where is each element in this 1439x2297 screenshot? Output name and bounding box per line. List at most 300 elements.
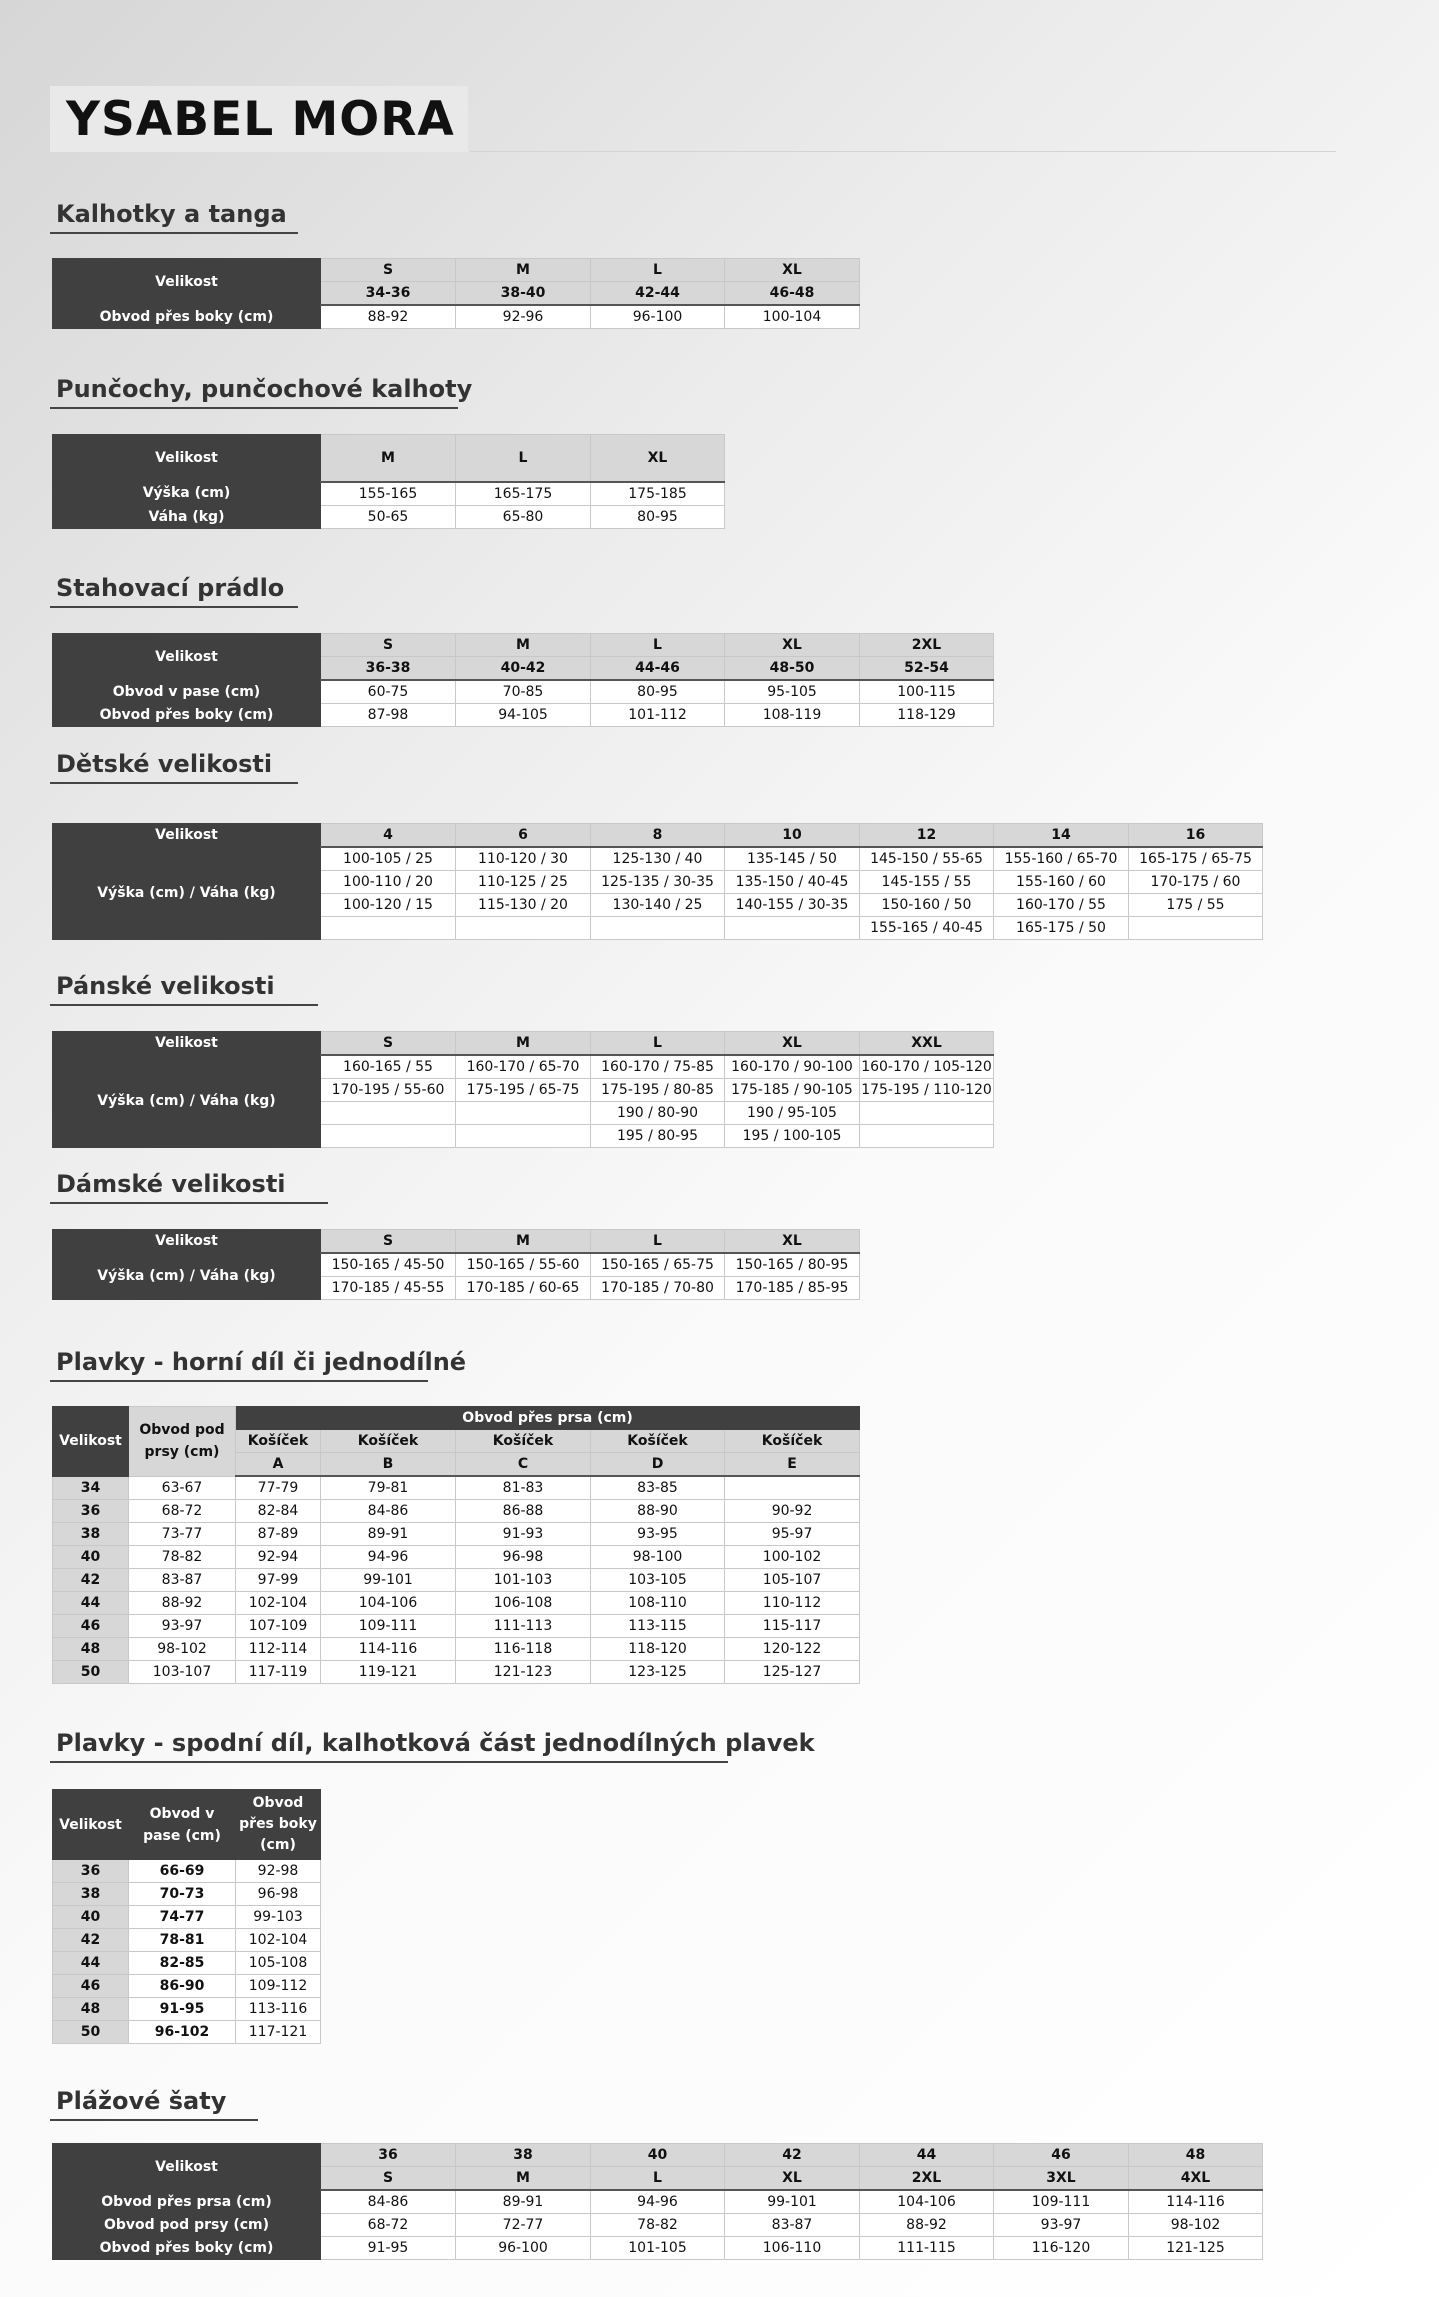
row-label: Výška (cm) / Váha (kg) bbox=[53, 1253, 321, 1300]
section-title-stockings: Punčochy, punčochové kalhoty bbox=[50, 375, 458, 409]
table-cell: 70-73 bbox=[129, 1883, 236, 1906]
table-row bbox=[53, 1638, 860, 1661]
eu-size-header: 46-48 bbox=[725, 282, 860, 306]
table-cell: 70-85 bbox=[456, 680, 591, 704]
table-row bbox=[53, 1615, 860, 1638]
table-cell: 81-83 bbox=[456, 1476, 591, 1500]
size-header: M bbox=[456, 1230, 591, 1254]
table-cell: 82-84 bbox=[236, 1500, 321, 1523]
corner-label: Velikost bbox=[53, 435, 321, 482]
table-cell: 68-72 bbox=[321, 2214, 456, 2237]
cup-label: Košíček bbox=[321, 1430, 456, 1453]
table-cell: 73-77 bbox=[129, 1523, 236, 1546]
row-label: Obvod přes boky (cm) bbox=[53, 2237, 321, 2260]
table-cell: 160-170 / 90-100 bbox=[725, 1055, 860, 1079]
row-label: Obvod pod prsy (cm) bbox=[53, 2214, 321, 2237]
table-cell: 78-82 bbox=[129, 1546, 236, 1569]
table-cell: 60-75 bbox=[321, 680, 456, 704]
size-cell: 48 bbox=[53, 1638, 129, 1661]
table-cell: 105-108 bbox=[236, 1952, 321, 1975]
table-cell: 93-97 bbox=[129, 1615, 236, 1638]
table-cell: 110-120 / 30 bbox=[456, 847, 591, 871]
table-cell: 63-67 bbox=[129, 1476, 236, 1500]
table-cell: 170-185 / 70-80 bbox=[591, 1277, 725, 1300]
table-cell: 102-104 bbox=[236, 1592, 321, 1615]
size-header: 14 bbox=[994, 824, 1129, 848]
table-cell: 87-98 bbox=[321, 704, 456, 727]
size-cell: 40 bbox=[53, 1906, 129, 1929]
table-cell: 145-150 / 55-65 bbox=[860, 847, 994, 871]
table-cell: 110-112 bbox=[725, 1592, 860, 1615]
table-cell: 109-111 bbox=[321, 1615, 456, 1638]
table-cell: 118-120 bbox=[591, 1638, 725, 1661]
table-cell: 101-105 bbox=[591, 2237, 725, 2260]
row-label: Výška (cm) / Váha (kg) bbox=[53, 1055, 321, 1148]
size-header: M bbox=[456, 2167, 591, 2191]
table-cell: 150-165 / 55-60 bbox=[456, 1253, 591, 1277]
size-header: 6 bbox=[456, 824, 591, 848]
table-cell: 100-110 / 20 bbox=[321, 871, 456, 894]
table-cell: 80-95 bbox=[591, 680, 725, 704]
table-cell: 117-121 bbox=[236, 2021, 321, 2044]
cup-label: Košíček bbox=[725, 1430, 860, 1453]
table-cell: 121-125 bbox=[1129, 2237, 1263, 2260]
table-swim-top bbox=[52, 1406, 860, 1684]
size-header: 16 bbox=[1129, 824, 1263, 848]
size-header: XL bbox=[725, 1230, 860, 1254]
size-header: L bbox=[591, 259, 725, 282]
eu-size-header: 36-38 bbox=[321, 657, 456, 681]
table-cell: 100-105 / 25 bbox=[321, 847, 456, 871]
size-header: S bbox=[321, 1032, 456, 1056]
size-header: S bbox=[321, 634, 456, 657]
table-row bbox=[53, 2214, 1263, 2237]
table-cell bbox=[321, 1125, 456, 1148]
corner-label: Velikost bbox=[53, 259, 321, 306]
table-row bbox=[53, 1906, 321, 1929]
table-cell: 100-104 bbox=[725, 305, 860, 329]
table-cell: 89-91 bbox=[456, 2190, 591, 2214]
cup-letter: D bbox=[591, 1453, 725, 1477]
table-row bbox=[53, 2190, 1263, 2214]
table-cell: 103-107 bbox=[129, 1661, 236, 1684]
table-cell: 165-175 / 65-75 bbox=[1129, 847, 1263, 871]
table-cell: 99-101 bbox=[725, 2190, 860, 2214]
table-row bbox=[53, 1500, 860, 1523]
table-cell: 87-89 bbox=[236, 1523, 321, 1546]
table-cell: 140-155 / 30-35 bbox=[725, 894, 860, 917]
size-header: S bbox=[321, 2167, 456, 2191]
col-header-size: Velikost bbox=[53, 1407, 129, 1477]
table-cell: 114-116 bbox=[1129, 2190, 1263, 2214]
table-cell: 89-91 bbox=[321, 1523, 456, 1546]
table-cell bbox=[321, 1102, 456, 1125]
table-cell bbox=[860, 1102, 994, 1125]
table-row bbox=[53, 1523, 860, 1546]
table-cell: 116-118 bbox=[456, 1638, 591, 1661]
size-header: L bbox=[591, 1230, 725, 1254]
table-cell: 104-106 bbox=[860, 2190, 994, 2214]
table-cell: 175-195 / 65-75 bbox=[456, 1079, 591, 1102]
col-header-size: Velikost bbox=[53, 1790, 129, 1860]
size-header: M bbox=[456, 259, 591, 282]
row-label: Výška (cm) bbox=[53, 482, 321, 506]
table-cell: 72-77 bbox=[456, 2214, 591, 2237]
table-cell: 105-107 bbox=[725, 1569, 860, 1592]
table-cell: 92-96 bbox=[456, 305, 591, 329]
table-cell: 88-92 bbox=[129, 1592, 236, 1615]
section-title-shapewear: Stahovací prádlo bbox=[50, 574, 298, 608]
table-cell: 91-95 bbox=[129, 1998, 236, 2021]
size-cell: 46 bbox=[53, 1975, 129, 1998]
size-header: 2XL bbox=[860, 634, 994, 657]
table-cell: 160-170 / 55 bbox=[994, 894, 1129, 917]
eu-size-header: 36 bbox=[321, 2144, 456, 2167]
eu-size-header: 48 bbox=[1129, 2144, 1263, 2167]
table-cell: 108-110 bbox=[591, 1592, 725, 1615]
table-cell: 150-165 / 65-75 bbox=[591, 1253, 725, 1277]
table-shapewear bbox=[52, 633, 994, 727]
corner-label: Velikost bbox=[53, 824, 321, 848]
table-cell: 109-111 bbox=[994, 2190, 1129, 2214]
table-cell: 125-130 / 40 bbox=[591, 847, 725, 871]
table-men bbox=[52, 1031, 994, 1148]
table-cell: 96-100 bbox=[456, 2237, 591, 2260]
section-title-swim-bottom: Plavky - spodní díl, kalhotková část jednodílných plavek bbox=[50, 1729, 728, 1763]
table-cell: 125-135 / 30-35 bbox=[591, 871, 725, 894]
table-cell: 121-123 bbox=[456, 1661, 591, 1684]
corner-label: Velikost bbox=[53, 2144, 321, 2191]
table-cell: 111-113 bbox=[456, 1615, 591, 1638]
col-header-hips: Obvod přes boky (cm) bbox=[236, 1790, 321, 1860]
row-label: Výška (cm) / Váha (kg) bbox=[53, 847, 321, 940]
size-header: 4XL bbox=[1129, 2167, 1263, 2191]
table-cell: 92-94 bbox=[236, 1546, 321, 1569]
table-cell: 118-129 bbox=[860, 704, 994, 727]
table-cell: 170-175 / 60 bbox=[1129, 871, 1263, 894]
table-cell: 95-105 bbox=[725, 680, 860, 704]
table-kids bbox=[52, 823, 1263, 940]
table-cell: 93-95 bbox=[591, 1523, 725, 1546]
table-cell: 101-112 bbox=[591, 704, 725, 727]
size-cell: 40 bbox=[53, 1546, 129, 1569]
table-cell: 116-120 bbox=[994, 2237, 1129, 2260]
table-cell: 98-102 bbox=[129, 1638, 236, 1661]
table-row bbox=[53, 1569, 860, 1592]
size-cell: 36 bbox=[53, 1860, 129, 1883]
table-row bbox=[53, 1883, 321, 1906]
table-cell: 103-105 bbox=[591, 1569, 725, 1592]
table-cell: 160-170 / 75-85 bbox=[591, 1055, 725, 1079]
table-cell bbox=[591, 917, 725, 940]
size-cell: 36 bbox=[53, 1500, 129, 1523]
table-cell: 195 / 100-105 bbox=[725, 1125, 860, 1148]
section-title-women: Dámské velikosti bbox=[50, 1170, 328, 1204]
table-cell: 101-103 bbox=[456, 1569, 591, 1592]
cup-label: Košíček bbox=[456, 1430, 591, 1453]
cup-label: Košíček bbox=[591, 1430, 725, 1453]
eu-size-header: 48-50 bbox=[725, 657, 860, 681]
table-cell: 50-65 bbox=[321, 505, 456, 528]
table-cell: 160-170 / 65-70 bbox=[456, 1055, 591, 1079]
eu-size-header: 42-44 bbox=[591, 282, 725, 306]
table-cell: 98-100 bbox=[591, 1546, 725, 1569]
row-label: Obvod přes boky (cm) bbox=[53, 305, 321, 329]
table-cell: 170-195 / 55-60 bbox=[321, 1079, 456, 1102]
table-cell: 91-95 bbox=[321, 2237, 456, 2260]
size-header: XL bbox=[725, 634, 860, 657]
table-cell: 96-98 bbox=[236, 1883, 321, 1906]
size-cell: 50 bbox=[53, 1661, 129, 1684]
table-cell: 115-117 bbox=[725, 1615, 860, 1638]
table-cell: 175-195 / 110-120 bbox=[860, 1079, 994, 1102]
eu-size-header: 42 bbox=[725, 2144, 860, 2167]
table-cell: 170-185 / 60-65 bbox=[456, 1277, 591, 1300]
table-cell: 80-95 bbox=[591, 505, 725, 528]
table-cell: 175 / 55 bbox=[1129, 894, 1263, 917]
row-label: Obvod přes boky (cm) bbox=[53, 704, 321, 727]
brand-logo: YSABEL MORA bbox=[50, 86, 468, 152]
section-title-men: Pánské velikosti bbox=[50, 972, 318, 1006]
table-cell: 135-145 / 50 bbox=[725, 847, 860, 871]
section-title-panties: Kalhotky a tanga bbox=[50, 200, 298, 234]
table-cell: 190 / 80-90 bbox=[591, 1102, 725, 1125]
table-cell: 88-92 bbox=[860, 2214, 994, 2237]
table-cell: 74-77 bbox=[129, 1906, 236, 1929]
table-row bbox=[53, 2021, 321, 2044]
table-cell: 170-185 / 45-55 bbox=[321, 1277, 456, 1300]
table-cell: 160-165 / 55 bbox=[321, 1055, 456, 1079]
table-cell: 170-185 / 85-95 bbox=[725, 1277, 860, 1300]
table-cell: 95-97 bbox=[725, 1523, 860, 1546]
eu-size-header: 44 bbox=[860, 2144, 994, 2167]
col-header-waist: Obvod v pase (cm) bbox=[129, 1790, 236, 1860]
table-cell: 65-80 bbox=[456, 505, 591, 528]
table-row bbox=[53, 1476, 860, 1500]
table-cell: 111-115 bbox=[860, 2237, 994, 2260]
table-cell: 94-96 bbox=[591, 2190, 725, 2214]
table-beach-dress bbox=[52, 2143, 1263, 2260]
size-header: XXL bbox=[860, 1032, 994, 1056]
section-title-kids: Dětské velikosti bbox=[50, 750, 298, 784]
eu-size-header: 52-54 bbox=[860, 657, 994, 681]
table-cell: 113-115 bbox=[591, 1615, 725, 1638]
size-header: L bbox=[591, 634, 725, 657]
table-cell: 78-81 bbox=[129, 1929, 236, 1952]
table-cell: 100-102 bbox=[725, 1546, 860, 1569]
table-cell: 82-85 bbox=[129, 1952, 236, 1975]
table-cell: 91-93 bbox=[456, 1523, 591, 1546]
corner-label: Velikost bbox=[53, 634, 321, 681]
table-cell: 165-175 bbox=[456, 482, 591, 506]
size-header: XL bbox=[725, 1032, 860, 1056]
table-cell bbox=[725, 917, 860, 940]
size-cell: 38 bbox=[53, 1883, 129, 1906]
header-divider bbox=[470, 151, 1336, 152]
table-cell: 155-160 / 65-70 bbox=[994, 847, 1129, 871]
cup-letter: B bbox=[321, 1453, 456, 1477]
row-label: Obvod v pase (cm) bbox=[53, 680, 321, 704]
table-cell: 135-150 / 40-45 bbox=[725, 871, 860, 894]
size-cell: 42 bbox=[53, 1929, 129, 1952]
size-cell: 48 bbox=[53, 1998, 129, 2021]
table-cell bbox=[321, 917, 456, 940]
table-row bbox=[53, 1929, 321, 1952]
table-cell bbox=[725, 1476, 860, 1500]
cup-label: Košíček bbox=[236, 1430, 321, 1453]
table-cell: 90-92 bbox=[725, 1500, 860, 1523]
table-cell: 66-69 bbox=[129, 1860, 236, 1883]
row-label: Váha (kg) bbox=[53, 505, 321, 528]
table-cell: 88-92 bbox=[321, 305, 456, 329]
table-cell: 84-86 bbox=[321, 2190, 456, 2214]
table-cell: 96-98 bbox=[456, 1546, 591, 1569]
section-title-swim-top: Plavky - horní díl či jednodílné bbox=[50, 1348, 428, 1382]
size-header: 10 bbox=[725, 824, 860, 848]
table-cell: 86-88 bbox=[456, 1500, 591, 1523]
table-cell bbox=[1129, 917, 1263, 940]
table-row bbox=[53, 1592, 860, 1615]
table-cell: 83-87 bbox=[725, 2214, 860, 2237]
table-cell: 78-82 bbox=[591, 2214, 725, 2237]
table-cell: 100-115 bbox=[860, 680, 994, 704]
table-cell: 155-165 bbox=[321, 482, 456, 506]
size-cell: 44 bbox=[53, 1952, 129, 1975]
size-cell: 38 bbox=[53, 1523, 129, 1546]
corner-label: Velikost bbox=[53, 1032, 321, 1056]
eu-size-header: 40 bbox=[591, 2144, 725, 2167]
row-label: Obvod přes prsa (cm) bbox=[53, 2190, 321, 2214]
table-cell: 102-104 bbox=[236, 1929, 321, 1952]
size-header: XL bbox=[725, 2167, 860, 2191]
table-cell: 175-185 / 90-105 bbox=[725, 1079, 860, 1102]
eu-size-header: 38 bbox=[456, 2144, 591, 2167]
table-cell: 150-165 / 80-95 bbox=[725, 1253, 860, 1277]
table-cell: 84-86 bbox=[321, 1500, 456, 1523]
table-cell: 155-160 / 60 bbox=[994, 871, 1129, 894]
size-header: 8 bbox=[591, 824, 725, 848]
table-women bbox=[52, 1229, 860, 1300]
table-cell: 175-195 / 80-85 bbox=[591, 1079, 725, 1102]
table-cell: 160-170 / 105-120 bbox=[860, 1055, 994, 1079]
size-header: 4 bbox=[321, 824, 456, 848]
size-cell: 42 bbox=[53, 1569, 129, 1592]
size-header: L bbox=[591, 1032, 725, 1056]
table-cell: 120-122 bbox=[725, 1638, 860, 1661]
size-header: S bbox=[321, 1230, 456, 1254]
table-cell: 117-119 bbox=[236, 1661, 321, 1684]
table-cell: 108-119 bbox=[725, 704, 860, 727]
table-cell: 145-155 / 55 bbox=[860, 871, 994, 894]
size-header: XL bbox=[591, 435, 725, 482]
size-header: M bbox=[321, 435, 456, 482]
table-cell: 112-114 bbox=[236, 1638, 321, 1661]
table-cell: 92-98 bbox=[236, 1860, 321, 1883]
table-cell: 109-112 bbox=[236, 1975, 321, 1998]
table-cell bbox=[456, 1102, 591, 1125]
table-cell: 99-103 bbox=[236, 1906, 321, 1929]
table-cell: 114-116 bbox=[321, 1638, 456, 1661]
table-cell: 94-96 bbox=[321, 1546, 456, 1569]
table-cell: 190 / 95-105 bbox=[725, 1102, 860, 1125]
eu-size-header: 38-40 bbox=[456, 282, 591, 306]
table-cell: 106-110 bbox=[725, 2237, 860, 2260]
size-header: 2XL bbox=[860, 2167, 994, 2191]
table-cell: 98-102 bbox=[1129, 2214, 1263, 2237]
table-cell: 97-99 bbox=[236, 1569, 321, 1592]
table-cell: 107-109 bbox=[236, 1615, 321, 1638]
table-cell: 94-105 bbox=[456, 704, 591, 727]
table-cell: 123-125 bbox=[591, 1661, 725, 1684]
col-header-underbust: Obvod pod prsy (cm) bbox=[129, 1407, 236, 1477]
table-cell: 96-102 bbox=[129, 2021, 236, 2044]
table-cell: 175-185 bbox=[591, 482, 725, 506]
table-cell bbox=[456, 917, 591, 940]
table-cell bbox=[860, 1125, 994, 1148]
table-cell: 150-160 / 50 bbox=[860, 894, 994, 917]
table-cell: 165-175 / 50 bbox=[994, 917, 1129, 940]
table-cell: 113-116 bbox=[236, 1998, 321, 2021]
eu-size-header: 40-42 bbox=[456, 657, 591, 681]
table-swim-bottom bbox=[52, 1789, 321, 2044]
table-cell: 119-121 bbox=[321, 1661, 456, 1684]
size-header: XL bbox=[725, 259, 860, 282]
table-row bbox=[53, 1952, 321, 1975]
table-row bbox=[53, 1975, 321, 1998]
table-cell: 83-85 bbox=[591, 1476, 725, 1500]
table-cell: 83-87 bbox=[129, 1569, 236, 1592]
table-cell: 100-120 / 15 bbox=[321, 894, 456, 917]
cup-letter: A bbox=[236, 1453, 321, 1477]
eu-size-header: 46 bbox=[994, 2144, 1129, 2167]
table-cell: 93-97 bbox=[994, 2214, 1129, 2237]
table-cell: 110-125 / 25 bbox=[456, 871, 591, 894]
table-cell: 86-90 bbox=[129, 1975, 236, 1998]
size-header: 3XL bbox=[994, 2167, 1129, 2191]
cup-letter: C bbox=[456, 1453, 591, 1477]
size-header: L bbox=[456, 435, 591, 482]
table-cell: 195 / 80-95 bbox=[591, 1125, 725, 1148]
table-cell bbox=[456, 1125, 591, 1148]
table-cell: 79-81 bbox=[321, 1476, 456, 1500]
table-cell: 99-101 bbox=[321, 1569, 456, 1592]
eu-size-header: 34-36 bbox=[321, 282, 456, 306]
col-group-header-bust: Obvod přes prsa (cm) bbox=[236, 1407, 860, 1430]
table-cell: 77-79 bbox=[236, 1476, 321, 1500]
table-cell: 125-127 bbox=[725, 1661, 860, 1684]
corner-label: Velikost bbox=[53, 1230, 321, 1254]
table-row bbox=[53, 1998, 321, 2021]
size-header: M bbox=[456, 634, 591, 657]
eu-size-header: 44-46 bbox=[591, 657, 725, 681]
size-cell: 46 bbox=[53, 1615, 129, 1638]
size-header: M bbox=[456, 1032, 591, 1056]
size-header: 12 bbox=[860, 824, 994, 848]
table-cell: 130-140 / 25 bbox=[591, 894, 725, 917]
size-header: S bbox=[321, 259, 456, 282]
table-cell: 96-100 bbox=[591, 305, 725, 329]
size-cell: 34 bbox=[53, 1476, 129, 1500]
size-header: L bbox=[591, 2167, 725, 2191]
table-row bbox=[53, 2237, 1263, 2260]
table-cell: 150-165 / 45-50 bbox=[321, 1253, 456, 1277]
cup-letter: E bbox=[725, 1453, 860, 1477]
table-panties bbox=[52, 258, 860, 329]
size-cell: 50 bbox=[53, 2021, 129, 2044]
table-row bbox=[53, 1546, 860, 1569]
table-cell: 104-106 bbox=[321, 1592, 456, 1615]
table-row bbox=[53, 1860, 321, 1883]
